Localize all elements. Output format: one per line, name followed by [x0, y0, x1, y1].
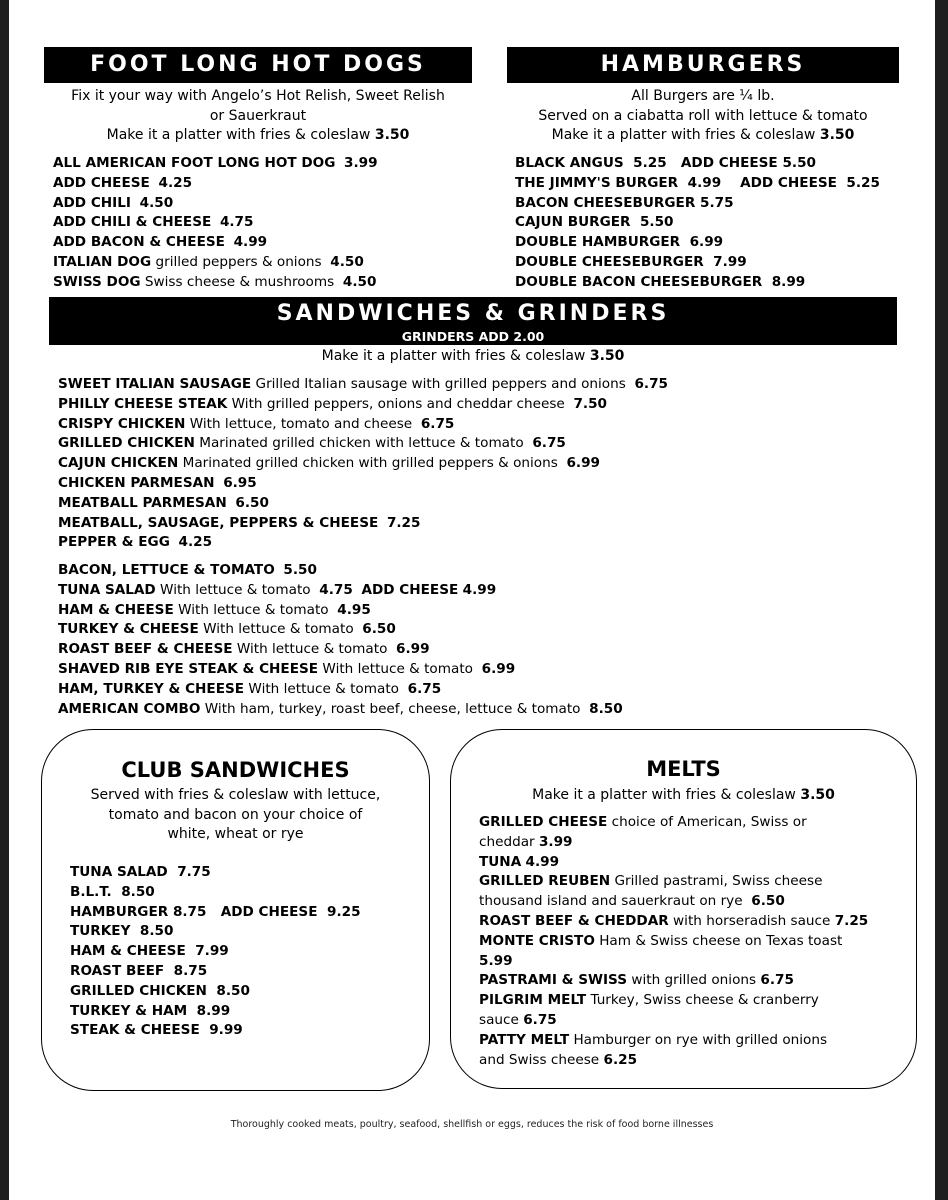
item-price: 6.50 — [362, 621, 396, 638]
list-item — [58, 494, 668, 514]
item-name: SWEET ITALIAN SAUSAGE — [58, 376, 252, 392]
item-desc: With grilled peppers, onions and cheddar cheese — [231, 395, 565, 412]
item-desc: Ham & Swiss cheese on Texas toast — [599, 932, 843, 949]
item-name: GRILLED REUBEN — [479, 873, 611, 890]
burgers-header — [507, 47, 899, 83]
item-price: 6.99 — [689, 234, 724, 251]
item-price: 4.95 — [337, 601, 371, 618]
item-name: TUNA SALAD — [58, 581, 156, 598]
item-price: 4.25 — [178, 534, 213, 551]
item-price: 5.75 — [700, 194, 734, 211]
sandwiches-title: SANDWICHES & GRINDERS — [276, 301, 670, 326]
item-price: 8.75 — [173, 962, 208, 979]
item-name: BACON, LETTUCE & TOMATO — [58, 562, 275, 578]
list-line — [479, 892, 868, 912]
list-line — [479, 1011, 868, 1031]
item-desc: With ham, turkey, roast beef, cheese, lettuce & tomato — [204, 700, 581, 717]
list-line — [479, 813, 868, 833]
list-item — [70, 962, 361, 982]
item-name: HAM, TURKEY & CHEESE — [58, 680, 245, 697]
item-price: 3.99 — [344, 155, 378, 171]
list-item — [515, 273, 880, 293]
item-name: ALL AMERICAN FOOT LONG HOT DOG — [53, 155, 336, 171]
clubs-description — [42, 786, 429, 845]
list-item — [515, 194, 880, 214]
list-item — [70, 1002, 361, 1022]
item-desc: and Swiss cheese — [479, 1051, 600, 1068]
item-desc: With lettuce & tomato — [236, 641, 388, 658]
item-name: TUNA — [479, 853, 522, 870]
list-line — [479, 833, 868, 853]
item-price: 8.50 — [121, 883, 155, 900]
list-item — [58, 514, 668, 534]
item-name: MEATBALL PARMESAN — [58, 494, 227, 511]
item-name: CHICKEN PARMESAN — [58, 474, 215, 491]
item-desc: With lettuce & tomato — [203, 621, 354, 638]
list-item — [58, 533, 668, 553]
item-price: 4.99 — [687, 174, 722, 191]
list-line — [479, 872, 868, 892]
item-name: B.L.T. — [70, 883, 112, 900]
melts-platter-price: 3.50 — [800, 787, 835, 803]
item-name: PHILLY CHEESE STEAK — [58, 395, 228, 412]
item-price: 8.50 — [589, 700, 623, 717]
list-item — [515, 213, 880, 233]
item-price: 4.75 — [319, 581, 353, 598]
item-desc: With lettuce & tomato — [322, 660, 473, 677]
item-price: 8.50 — [139, 923, 174, 940]
item-name: ADD BACON & CHEESE — [53, 234, 225, 251]
item-name: THE JIMMY'S BURGER — [515, 174, 679, 191]
item-desc: grilled peppers & onions — [155, 253, 322, 270]
item-name: DOUBLE HAMBURGER — [515, 234, 681, 251]
melts-box — [450, 729, 917, 1089]
list-item — [58, 375, 668, 395]
item-name: DOUBLE CHEESEBURGER — [515, 253, 704, 270]
list-item — [58, 395, 668, 415]
item-desc: choice of American, Swiss or — [611, 814, 807, 830]
item-name: ADD CHILI — [53, 194, 131, 211]
item-name: ADD CHILI & CHEESE — [53, 214, 212, 231]
list-item — [70, 863, 361, 883]
item-price: 6.75 — [420, 415, 455, 432]
hotdogs-sub-line2: or Sauerkraut — [209, 107, 307, 124]
item-name: HAMBURGER — [70, 903, 169, 920]
item-price: 8.99 — [771, 273, 806, 290]
clubs-list — [70, 863, 361, 1041]
list-item — [58, 434, 668, 454]
item-name: ADD CHEESE — [53, 174, 150, 191]
item-desc: Hamburger on rye with grilled onions — [573, 1031, 828, 1048]
list-item — [58, 680, 623, 700]
list-item — [53, 154, 378, 174]
item-name: MEATBALL, SAUSAGE, PEPPERS & CHEESE — [58, 514, 379, 531]
item-name: BACON CHEESEBURGER — [515, 194, 696, 211]
item-name: TURKEY & CHEESE — [58, 621, 199, 638]
list-line — [479, 932, 868, 952]
list-item — [70, 883, 361, 903]
item-extra-price: 4.99 — [462, 581, 497, 598]
hotdogs-description — [44, 87, 472, 146]
item-name: PASTRAMI & SWISS — [479, 972, 628, 989]
item-name: HAM & CHEESE — [70, 943, 186, 960]
list-item — [58, 474, 668, 494]
list-line — [479, 971, 868, 991]
list-item — [58, 581, 623, 601]
list-item — [53, 194, 378, 214]
list-item — [58, 561, 623, 581]
item-price: 7.50 — [573, 395, 607, 412]
item-price: 7.25 — [386, 514, 421, 531]
item-desc: With lettuce & tomato — [178, 601, 329, 618]
item-extra-price: 9.25 — [326, 903, 361, 920]
item-price: 4.50 — [330, 253, 364, 270]
sandwiches-platter-price: 3.50 — [589, 348, 625, 364]
item-price: 4.99 — [233, 234, 268, 251]
list-item — [58, 700, 623, 720]
item-extra-price: 5.50 — [782, 155, 816, 171]
list-item — [58, 415, 668, 435]
clubs-sub-line3: white, wheat or rye — [167, 826, 304, 843]
sandwiches-platter — [49, 347, 897, 367]
item-desc: with horseradish sauce — [673, 912, 831, 929]
item-price: 6.75 — [532, 435, 566, 452]
item-name: TURKEY — [70, 923, 131, 940]
burgers-title: HAMBURGERS — [600, 52, 806, 77]
hotdogs-header — [44, 47, 472, 83]
list-item — [58, 640, 623, 660]
item-extra-price: 5.25 — [846, 174, 880, 191]
item-desc: cheddar — [479, 833, 535, 850]
burgers-list — [515, 154, 880, 293]
item-name: GRILLED CHICKEN — [70, 982, 207, 999]
item-price: 5.99 — [479, 952, 513, 969]
list-item — [70, 1021, 361, 1041]
clubs-sub-line1: Served with fries & coleslaw with lettuce, — [90, 787, 381, 803]
item-name: MONTE CRISTO — [479, 932, 595, 949]
item-price: 7.75 — [177, 864, 211, 880]
item-name: ROAST BEEF — [70, 962, 165, 979]
footer-disclaimer: Thoroughly cooked meats, poultry, seafood, shellfish or eggs, reduces the risk of food borne illnesses — [230, 1119, 714, 1130]
item-name: AMERICAN COMBO — [58, 700, 201, 717]
item-price: 4.25 — [158, 174, 193, 191]
burgers-platter-price: 3.50 — [819, 127, 855, 144]
item-desc: with grilled onions — [631, 972, 757, 989]
item-desc: Grilled Italian sausage with grilled peppers and onions — [255, 376, 626, 392]
hotdogs-platter-price: 3.50 — [374, 127, 410, 144]
item-name: PEPPER & EGG — [58, 534, 170, 551]
item-extra: ADD CHEESE — [361, 581, 459, 598]
item-price: 4.50 — [139, 194, 174, 211]
burgers-platter — [507, 126, 899, 146]
item-extra: ADD CHEESE — [740, 174, 837, 191]
melts-list — [479, 813, 868, 1070]
item-price: 6.75 — [760, 972, 794, 989]
item-price: 6.50 — [751, 893, 785, 910]
item-price: 5.50 — [283, 562, 317, 578]
list-item — [53, 213, 378, 233]
hotdogs-title: FOOT LONG HOT DOGS — [90, 52, 426, 77]
item-name: SWISS DOG — [53, 273, 141, 290]
list-item — [53, 233, 378, 253]
item-price: 6.75 — [523, 1011, 557, 1028]
list-item — [53, 174, 378, 194]
item-desc: thousand island and sauerkraut on rye — [479, 893, 743, 910]
item-name: SHAVED RIB EYE STEAK & CHEESE — [58, 660, 319, 677]
burgers-description — [507, 87, 899, 146]
item-name: STEAK & CHEESE — [70, 1022, 200, 1039]
item-desc: Marinated grilled chicken with grilled peppers & onions — [182, 455, 558, 472]
item-name: CAJUN BURGER — [515, 214, 631, 231]
item-name: PILGRIM MELT — [479, 992, 587, 1009]
list-line — [479, 853, 868, 873]
sandwiches-list-2 — [58, 561, 623, 719]
item-price: 6.50 — [235, 494, 269, 511]
item-price: 7.99 — [195, 943, 229, 960]
item-desc: With lettuce & tomato — [160, 581, 311, 598]
item-price: 4.50 — [342, 273, 377, 290]
item-price: 6.99 — [396, 641, 430, 658]
item-name: BLACK ANGUS — [515, 155, 624, 171]
list-item — [58, 454, 668, 474]
list-line — [479, 1051, 868, 1071]
item-price: 6.25 — [603, 1051, 638, 1068]
list-item — [53, 273, 378, 293]
sandwiches-platter-text: Make it a platter with fries & coleslaw — [321, 348, 586, 364]
item-name: CRISPY CHICKEN — [58, 415, 186, 432]
clubs-title: CLUB SANDWICHES — [121, 758, 350, 782]
item-price: 6.75 — [634, 376, 668, 392]
item-price: 6.75 — [407, 680, 442, 697]
item-desc: sauce — [479, 1011, 519, 1028]
item-name: ITALIAN DOG — [53, 253, 152, 270]
list-item — [58, 660, 623, 680]
item-price: 5.25 — [633, 155, 667, 171]
item-name: DOUBLE BACON CHEESEBURGER — [515, 273, 763, 290]
list-item — [515, 253, 880, 273]
item-price: 9.99 — [209, 1022, 243, 1039]
list-item — [58, 601, 623, 621]
sandwiches-list-1 — [58, 375, 668, 553]
menu-page — [9, 0, 935, 1200]
item-price: 4.75 — [219, 214, 254, 231]
item-desc: Swiss cheese & mushrooms — [144, 273, 335, 290]
item-desc: Turkey, Swiss cheese & cranberry — [590, 992, 819, 1009]
list-item — [58, 620, 623, 640]
item-desc: Marinated grilled chicken with lettuce & tomato — [199, 435, 524, 452]
item-name: HAM & CHEESE — [58, 601, 174, 618]
list-item — [53, 253, 378, 273]
list-item — [70, 903, 361, 923]
item-name: CAJUN CHICKEN — [58, 455, 179, 472]
item-price: 3.99 — [538, 833, 573, 850]
item-price: 8.99 — [196, 1002, 231, 1019]
item-name: GRILLED CHEESE — [479, 814, 608, 830]
item-desc: With lettuce, tomato and cheese — [189, 415, 413, 432]
item-name: TUNA SALAD — [70, 864, 168, 880]
list-item — [70, 942, 361, 962]
clubs-sub-line2: tomato and bacon on your choice of — [108, 806, 363, 823]
hotdogs-sub-line1: Fix it your way with Angelo’s Hot Relish, Sweet Relish — [71, 88, 445, 104]
burgers-sub-line1: All Burgers are ¼ lb. — [631, 88, 775, 104]
sandwiches-header — [49, 297, 897, 345]
burgers-sub-line2: Served on a ciabatta roll with lettuce & tomato — [538, 107, 868, 124]
melts-title: MELTS — [646, 757, 721, 781]
item-name: ROAST BEEF & CHEESE — [58, 641, 233, 658]
list-item — [70, 982, 361, 1002]
club-sandwiches-box — [41, 729, 430, 1091]
item-name: PATTY MELT — [479, 1031, 570, 1048]
list-line — [479, 952, 868, 972]
item-price: 8.75 — [172, 903, 207, 920]
melts-platter — [451, 786, 916, 806]
item-extra: ADD CHEESE — [680, 155, 778, 171]
list-line — [479, 912, 868, 932]
item-price: 8.50 — [216, 982, 250, 999]
list-item — [515, 174, 880, 194]
list-line — [479, 1031, 868, 1051]
list-item — [515, 233, 880, 253]
item-price: 6.99 — [481, 660, 516, 677]
item-price: 7.99 — [713, 253, 747, 270]
item-price: 4.99 — [525, 853, 560, 870]
item-desc: With lettuce & tomato — [248, 680, 399, 697]
item-extra: ADD CHEESE — [220, 903, 318, 920]
item-desc: Grilled pastrami, Swiss cheese — [614, 873, 823, 890]
item-name: ROAST BEEF & CHEDDAR — [479, 912, 669, 929]
hotdogs-list — [53, 154, 378, 293]
list-item — [515, 154, 880, 174]
item-price: 6.99 — [566, 455, 601, 472]
sandwiches-subtitle: GRINDERS ADD 2.00 — [401, 329, 545, 344]
hotdogs-platter-text: Make it a platter with fries & coleslaw — [106, 127, 371, 144]
item-price: 7.25 — [834, 912, 869, 929]
list-item — [70, 922, 361, 942]
melts-platter-text: Make it a platter with fries & coleslaw — [532, 787, 796, 803]
burgers-platter-text: Make it a platter with fries & coleslaw — [551, 127, 816, 144]
item-price: 5.50 — [639, 214, 674, 231]
item-name: TURKEY & HAM — [70, 1002, 188, 1019]
hotdogs-platter — [44, 126, 472, 146]
item-price: 6.95 — [223, 474, 257, 491]
item-name: GRILLED CHICKEN — [58, 435, 195, 452]
list-line — [479, 991, 868, 1011]
